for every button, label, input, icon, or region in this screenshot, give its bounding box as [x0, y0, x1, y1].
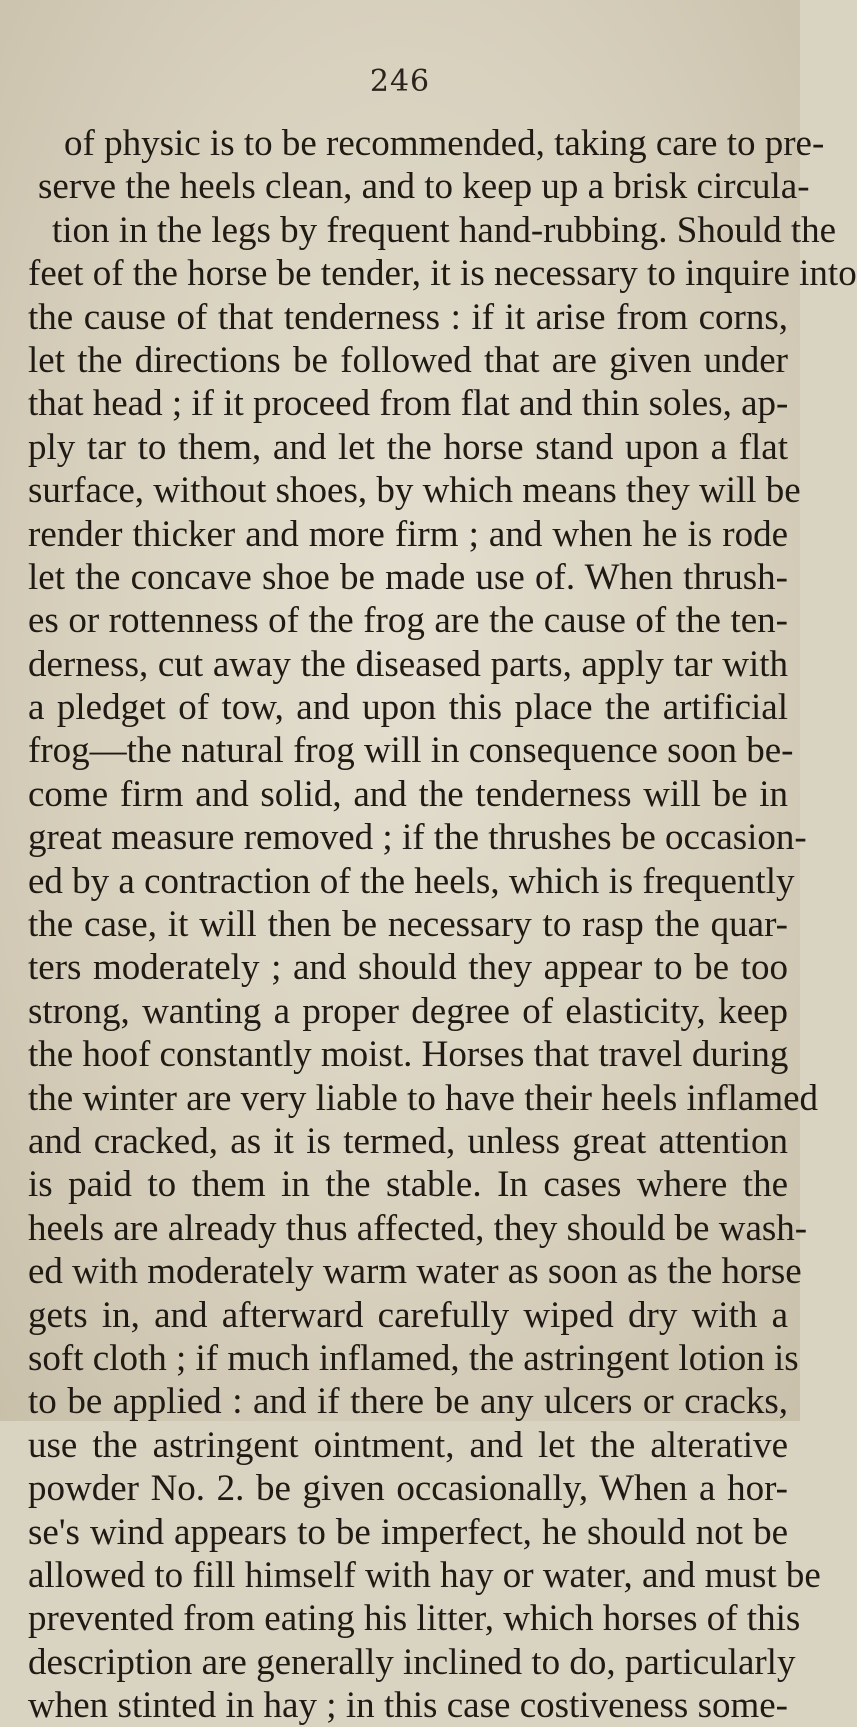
text-line: let the concave shoe be made use of. When thrush- — [28, 556, 788, 598]
text-line: strong, wanting a proper degree of elasticity, keep — [28, 990, 788, 1032]
text-line: tion in the legs by frequent hand-rubbing. Should the — [52, 209, 837, 251]
text-line: the hoof constantly moist. Horses that travel during — [28, 1034, 789, 1076]
text-line: derness, cut away the diseased parts, apply tar with — [28, 643, 788, 685]
text-line: the case, it will then be necessary to rasp the quar- — [28, 904, 788, 946]
text-line: se's wind appears to be imperfect, he should not be — [28, 1511, 788, 1553]
text-line: ed by a contraction of the heels, which is frequently — [28, 860, 795, 902]
text-line: ters moderately ; and should they appear to be too — [28, 947, 788, 989]
page-number: 246 — [369, 64, 431, 99]
text-line: to be applied : and if there be any ulcers or cracks, — [28, 1381, 788, 1423]
text-line: powder No. 2. be given occasionally, When a hor- — [28, 1468, 788, 1510]
text-line: serve the heels clean, and to keep up a brisk circula- — [38, 166, 810, 208]
body-text — [28, 122, 857, 1727]
text-line: allowed to fill himself with hay or water, and must be — [28, 1554, 821, 1596]
text-line: let the directions be followed that are given under — [28, 339, 788, 381]
text-line: the winter are very liable to have their heels inflamed — [28, 1077, 819, 1119]
text-line: is paid to them in the stable. In cases where the — [28, 1164, 788, 1206]
text-line: prevented from eating his litter, which horses of this — [28, 1598, 801, 1640]
text-line: come firm and solid, and the tenderness will be in — [28, 773, 788, 815]
text-line: surface, without shoes, by which means they will be — [28, 470, 801, 512]
text-line: heels are already thus affected, they should be wash- — [28, 1207, 808, 1249]
text-line: the cause of that tenderness : if it arise from corns, — [28, 296, 788, 338]
text-line: that head ; if it proceed from flat and thin soles, ap- — [28, 383, 789, 425]
text-line: description are generally inclined to do, particularly — [28, 1641, 796, 1683]
text-line: of physic is to be recommended, taking care to pre- — [64, 123, 825, 164]
text-line: when stinted in hay ; in this case costiveness some- — [28, 1685, 788, 1727]
text-line: es or rottenness of the frog are the cause of the ten- — [28, 600, 788, 642]
text-line: frog—the natural frog will in consequence soon be- — [28, 730, 794, 772]
text-line: soft cloth ; if much inflamed, the astringent lotion is — [28, 1337, 799, 1379]
text-line: a pledget of tow, and upon this place the artificial — [28, 687, 788, 729]
text-line: ed with moderately warm water as soon as the horse — [28, 1251, 802, 1293]
text-line: great measure removed ; if the thrushes be occasion- — [28, 817, 807, 859]
text-line: ply tar to them, and let the horse stand upon a flat — [28, 426, 788, 468]
text-line: and cracked, as it is termed, unless great attention — [28, 1120, 788, 1162]
text-line: gets in, and afterward carefully wiped dry with a — [28, 1294, 788, 1336]
text-line: use the astringent ointment, and let the alterative — [28, 1424, 788, 1466]
text-line: feet of the horse be tender, it is necessary to inquire into — [28, 253, 857, 295]
text-line: render thicker and more firm ; and when he is rode — [28, 513, 788, 555]
